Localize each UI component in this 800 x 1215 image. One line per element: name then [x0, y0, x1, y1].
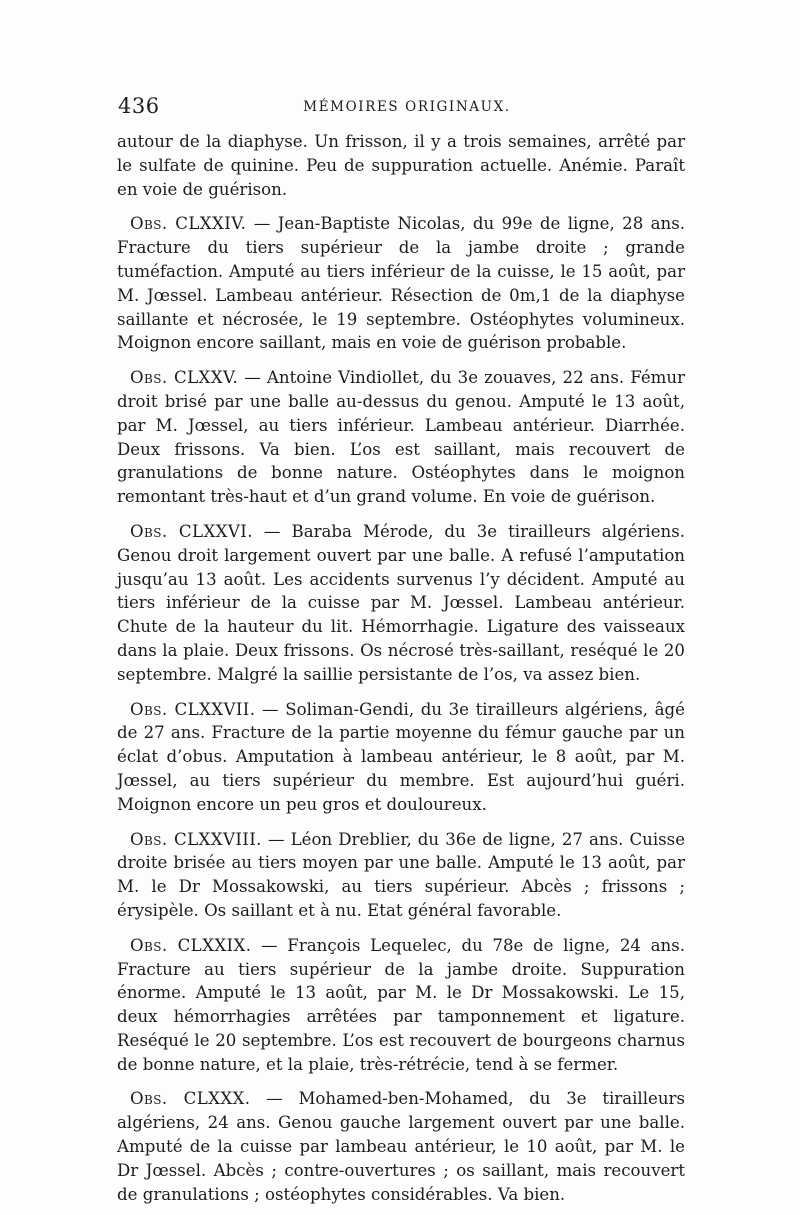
observation-175 [117, 366, 685, 509]
observation-label: Obs. CLXXIX. [130, 935, 252, 955]
observation-text: — Baraba Mérode, du 3e tirailleurs algériens. Genou droit largement ouvert par une balle. A refusé l’amputation jusqu’au 13 août. Les accidents survenus l’y décident. Amputé au tiers inférieur de la cuisse par M. Jœssel. Lambeau antérieur. Chute de la hauteur du lit. Hémorrhagie. Ligature des vaisseaux dans la plaie. Deux frissons. Os nécrosé très-saillant, reséqué le 20 septembre. Malgré la saillie persistante de l’os, va assez bien. [117, 521, 685, 684]
observation-text: — François Lequelec, du 78e de ligne, 24 ans. Fracture au tiers supérieur de la jambe droite. Suppuration énorme. Amputé le 13 août, par M. le Dr Mossakowski. Le 15, deux hémorrhagies arrêtées par tamponnement et ligature. Reséqué le 20 septembre. L’os est recouvert de bourgeons charnus de bonne nature, et la plaie, très-rétrécie, tend à se fermer. [117, 935, 685, 1074]
observation-178 [117, 828, 685, 923]
running-title: MÉMOIRES ORIGINAUX. [303, 99, 511, 115]
observation-177 [117, 698, 685, 817]
observation-text: — Soliman-Gendi, du 3e tirailleurs algériens, âgé de 27 ans. Fracture de la partie moyenne du fémur gauche par un éclat d’obus. Amputation à lambeau antérieur, le 8 août, par M. Jœssel, au tiers supérieur du membre. Est aujourd’hui guéri. Moignon encore un peu gros et douloureux. [117, 699, 685, 814]
observation-text: — Léon Dreblier, du 36e de ligne, 27 ans. Cuisse droite brisée au tiers moyen par une balle. Amputé le 13 août, par M. le Dr Mossakowski, au tiers supérieur. Abcès ; frissons ; érysipèle. Os saillant et à nu. Etat général favorable. [117, 829, 686, 920]
observation-label: Obs. CLXXV. [130, 368, 239, 388]
page-number: 436 [118, 94, 160, 118]
observation-176 [117, 520, 685, 687]
observation-180 [117, 1087, 685, 1206]
observation-179 [117, 934, 685, 1077]
continuation-paragraph: autour de la diaphyse. Un frisson, il y a trois semaines, arrêté par le sulfate de quinine. Peu de suppuration actuelle. Anémie. Paraît en voie de guérison. [117, 132, 685, 199]
observation-label: Obs. CLXXX. [130, 1089, 251, 1109]
page-body [117, 130, 685, 1206]
observation-label: Obs. CLXXVI. [130, 521, 253, 541]
observation-text: — Mohamed-ben-Mohamed, du 3e tirailleurs algériens, 24 ans. Genou gauche largement ouvert par une balle. Amputé de la cuisse par lambeau antérieur, le 10 août, par M. le Dr Jœssel. Abcès ; contre-ouvertures ; os saillant, mais recouvert de granulations ; ostéophytes considérables. Va bien. [117, 1089, 685, 1204]
observation-label: Obs. CLXXIV. [130, 214, 247, 234]
observation-text: — Jean-Baptiste Nicolas, du 99e de ligne, 28 ans. Fracture du tiers supérieur de la jambe droite ; grande tuméfaction. Amputé au tiers inférieur de la cuisse, le 15 août, par M. Jœssel. Lambeau antérieur. Résection de 0m,1 de la diaphyse saillante et nécrosée, le 19 septembre. Ostéophytes volumineux. Moignon encore saillant, mais en voie de guérison probable. [117, 214, 686, 353]
observation-174 [117, 212, 685, 355]
page-header [0, 94, 800, 124]
observation-label: Obs. CLXXVIII. [130, 829, 262, 849]
observation-label: Obs. CLXXVII. [130, 699, 256, 719]
observation-text: — Antoine Vindiollet, du 3e zouaves, 22 ans. Fémur droit brisé par une balle au-dessus du genou. Amputé le 13 août, par M. Jœssel, au tiers inférieur. Lambeau antérieur. Diarrhée. Deux frissons. Va bien. L’os est saillant, mais recouvert de granulations de bonne nature. Ostéophytes dans le moignon remontant très-haut et d’un grand volume. En voie de guérison. [117, 368, 686, 507]
